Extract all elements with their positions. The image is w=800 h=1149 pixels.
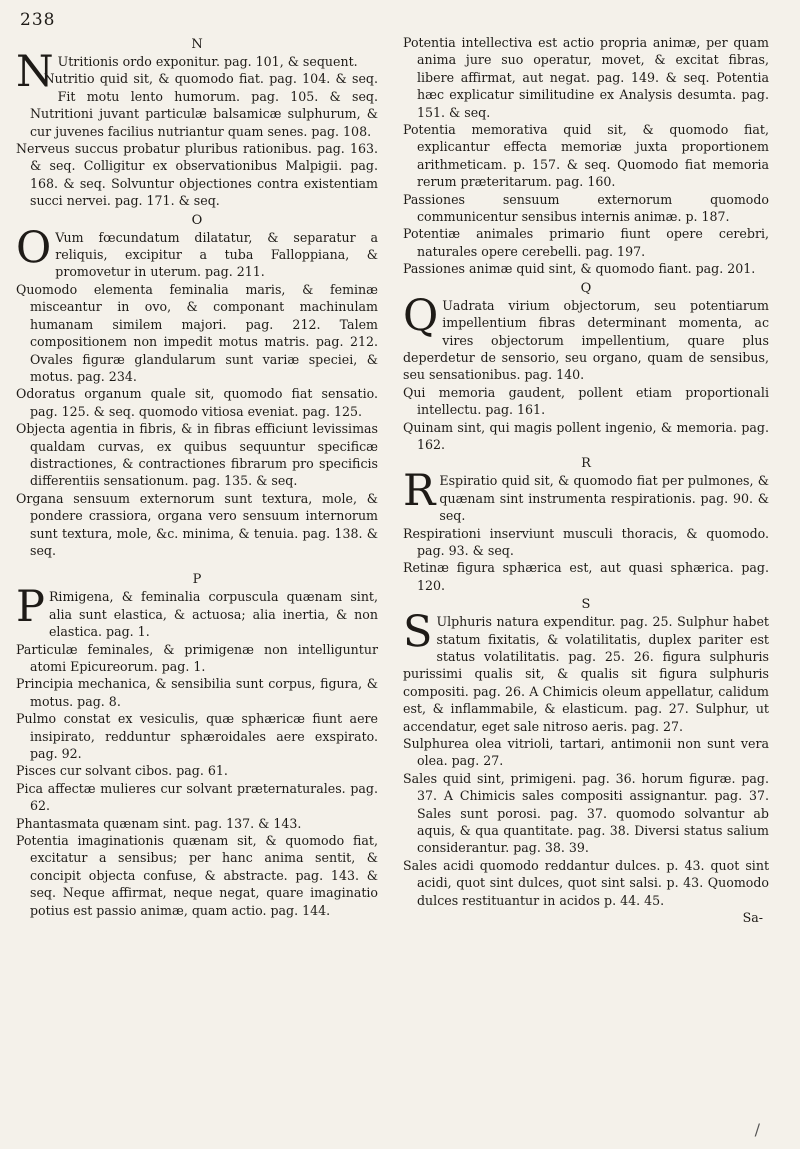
section-letter-r: R [581, 456, 591, 472]
index-entry: Organa sensuum externorum sunt textura, mole, & pondere crassiora, organa vero sensuum internorum sunt textura, mole, &c. minima, & tenuia. pag. 138. & seq. [16, 490, 378, 558]
index-entry [403, 466, 769, 524]
spacer [16, 559, 378, 569]
section-letter-o: O [191, 212, 203, 228]
index-entry: Sales acidi quomodo reddantur dulces. p. 43. quot sint acidi, quot sint dulces, quot sint salsi. p. 43. Quomodo dulces restituantur in acidos p. 44. 45. [403, 857, 769, 908]
stray-mark: / [754, 1120, 760, 1139]
index-entry: Phantasmata quænam sint. pag. 137. & 143. [16, 815, 302, 831]
index-entry: Retinæ figura sphærica est, aut quasi sphærica. pag. 120. [403, 560, 769, 593]
section-letter-p: P [192, 572, 202, 588]
dropcap-n: N [16, 47, 54, 97]
dropcap-s: S [403, 607, 433, 658]
index-entry: Passiones sensuum externorum quomodo communicentur sensibus internis animæ. p. 187. [403, 191, 769, 225]
index-entry: Pisces cur solvant cibos. pag. 61. [16, 763, 228, 779]
section-letter-q: Q [580, 280, 592, 296]
index-entry: Sulphurea olea vitrioli, tartari, antimonii non sunt vera olea. pag. 27. [403, 736, 769, 769]
page-number: 238 [20, 10, 56, 30]
index-entry: Sales quid sint, primigeni. pag. 36. horum figuræ. pag. 37. A Chimicis sales compositi assignantur. pag. 37. Sales sunt porosi. pag. 37. quomodo solvantur ab aquis, & qua quantitate. pag. 38. Diversi status salium considerantur. pag. 38. 39. [403, 770, 769, 856]
index-entry: Qui memoria gaudent, pollent etiam proportionali intellectu. pag. 161. [403, 384, 769, 418]
index-entry: Respirationi inserviunt musculi thoracis, & quomodo. pag. 93. & seq. [403, 525, 769, 558]
index-entry: Passiones animæ quid sint, & quomodo fiant. pag. 201. [403, 261, 756, 277]
index-entry [403, 607, 769, 735]
index-entry [16, 582, 378, 640]
index-entry: Pica affectæ mulieres cur solvant præternaturales. pag. 62. [16, 780, 378, 814]
dropcap-q: Q [403, 290, 439, 341]
dropcap-o: O [16, 222, 52, 273]
index-entry: Pulmo constat ex vesiculis, quæ sphæricæ fiunt aere insipirato, redduntur sphæroidales aere exspirato. pag. 92. [16, 711, 378, 762]
left-column [16, 34, 378, 919]
right-column [403, 34, 769, 927]
entry-text: Rimigena, & feminalia corpuscula quænam sint, alia sunt elastica, & actuosa; alia inertia, & non elastica. pag. 1. [48, 589, 378, 640]
section-letter-s: S [581, 597, 591, 613]
index-entry: Potentia imaginationis quænam sit, & quomodo fiat, excitatur a sensibus; per hanc anima sentit, & concipit objecta confuse, & abstracte. pag. 143. & seq. Neque affirmat, neque negat, quare imaginatio potius est passio animæ, quam actio. pag. 144. [16, 833, 378, 918]
index-entry: Odoratus organum quale sit, quomodo fiat sensatio. pag. 125. & seq. quomodo vitiosa eveniat. pag. 125. [16, 386, 378, 419]
entry-text: Utritionis ordo exponitur. pag. 101, & sequent. [57, 54, 358, 69]
index-entry [16, 47, 378, 97]
index-entry [403, 290, 769, 384]
index-entry: Potentia memorativa quid sit, & quomodo fiat, explicantur effecta memoriæ juxta proportionem arithmeticam. p. 157. & seq. Quomodo fiat memoria rerum præteritarum. pag. 160. [403, 122, 769, 190]
dropcap-p: P [16, 582, 45, 633]
catchword: Sa- [742, 910, 763, 926]
entry-text: Uadrata virium objectorum, seu potentiarum impellentium fibras determinant momenta, ac vires objectorum impellentium, quare plus deperdetur de sensorio, seu organo, quam de sensibus, seu sensationibus. pag. 140. [403, 297, 769, 383]
index-entry: Potentia intellectiva est actio propria animæ, per quam anima jure suo operatur, movet, & excitat fibras, libere affirmat, aut negat. pag. 149. & seq. Potentia hæc explicatur similitudine ex Analysis desumta. pag. 151. & seq. [403, 35, 769, 120]
dropcap-r: R [403, 466, 436, 517]
entry-text: Vum fœcundatum dilatatur, & separatur a reliquis, excipitur a tuba Falloppiana, & promovetur in uterum. pag. 211. [55, 229, 378, 280]
index-entry: Objecta agentia in fibris, & in fibras efficiunt levissimas qualdam curvas, ex quibus sequuntur specificæ distractiones, & contractiones fibrarum pro specificis differentiis sensationum. pag. 135. & seq. [16, 421, 378, 489]
section-letter-n: N [191, 37, 203, 52]
index-entry [16, 222, 378, 281]
index-entry: Nutritio quid sit, & quomodo fiat. pag. 104. & seq. Fit motu lento humorum. pag. 105. & seq. Nutritioni juvant particulæ balsamicæ sulphurum, & cur juvenes facilius nutriantur quam senes. pag. 108. [30, 71, 378, 139]
entry-text: Espiratio quid sit, & quomodo fiat per pulmones, & quænam sint instrumenta respirationis. pag. 90. & seq. [439, 473, 769, 524]
entry-text: Ulphuris natura expenditur. pag. 25. Sulphur habet statum fixitatis, & volatilitatis, duplex pariter est status volatilitatis. pag. 25. 26. figura sulphuris purissimi qualis sit, & qualis sit figura sulphuris compositi. pag. 26. A Chimicis oleum appellatur, calidum est, & inflammabile, & elasticum. pag. 27. Sulphur, ut accendatur, eget sale nitroso aeris. pag. 27. [403, 614, 769, 734]
index-entry: Quinam sint, qui magis pollent ingenio, & memoria. pag. 162. [403, 419, 769, 452]
index-entry: Particulæ feminales, & primigenæ non intelliguntur atomi Epicureorum. pag. 1. [16, 641, 378, 674]
index-entry: Principia mechanica, & sensibilia sunt corpus, figura, & motus. pag. 8. [16, 676, 378, 709]
index-entry: Nerveus succus probatur pluribus rationibus. pag. 163. & seq. Colligitur ex observationibus Malpigii. pag. 168. & seq. Solvuntur objectiones contra existentiam succi nervei. pag. 171. & seq. [16, 141, 378, 209]
index-entry: Potentiæ animales primario fiunt opere cerebri, naturales opere cerebelli. pag. 197. [403, 226, 769, 259]
index-entry: Quomodo elementa feminalia maris, & feminæ misceantur in ovo, & componant machinulam humanam similem majori. pag. 212. Talem compositionem non impedit motus matris. pag. 212. Ovales figuræ glandularum sunt variæ speciei, & motus. pag. 234. [16, 281, 378, 384]
